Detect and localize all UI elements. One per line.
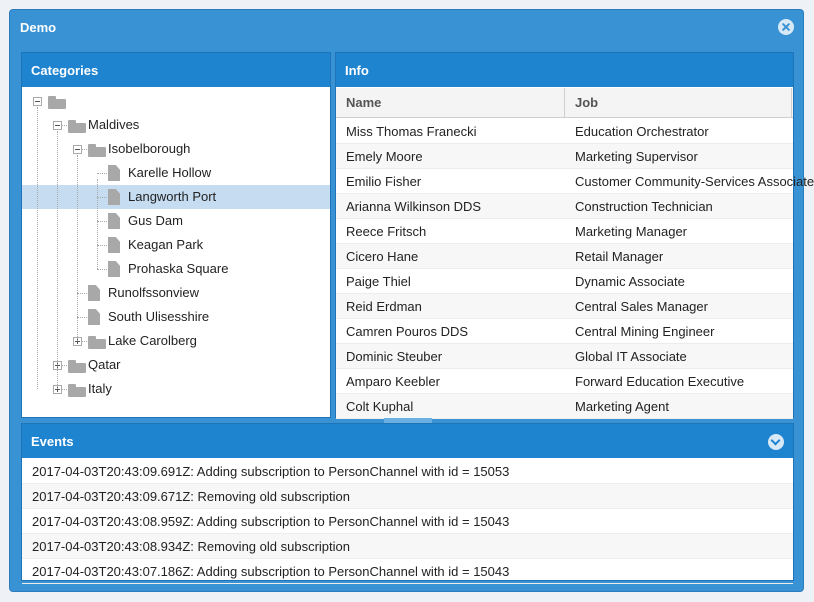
- cell-name: Reid Erdman: [346, 299, 422, 314]
- tree-connector: [77, 293, 89, 294]
- folder-icon: [68, 360, 86, 373]
- table-row[interactable]: [336, 219, 793, 244]
- table-row[interactable]: [336, 394, 793, 419]
- tree-node[interactable]: [22, 353, 330, 377]
- table-row[interactable]: [336, 119, 793, 144]
- events-list[interactable]: [22, 459, 793, 580]
- cell-job: Central Mining Engineer: [575, 324, 715, 339]
- tree-node[interactable]: [22, 137, 330, 161]
- cell-job: Construction Technician: [575, 199, 713, 214]
- tree-node-label: Qatar: [88, 357, 121, 372]
- tree-node[interactable]: [22, 281, 330, 305]
- cell-name: Miss Thomas Franecki: [346, 124, 477, 139]
- tree-node-label: Gus Dam: [128, 213, 183, 228]
- document-icon: [108, 237, 120, 253]
- document-icon: [108, 189, 120, 205]
- column-header-job[interactable]: Job: [565, 88, 792, 118]
- table-row[interactable]: [336, 144, 793, 169]
- table-row[interactable]: [336, 369, 793, 394]
- cell-job: Marketing Manager: [575, 224, 687, 239]
- tree-node[interactable]: [22, 329, 330, 353]
- tree-connector: [97, 173, 109, 174]
- tree-node-label: Lake Carolberg: [108, 333, 197, 348]
- tree-connector: [97, 245, 109, 246]
- tree-node[interactable]: [22, 377, 330, 401]
- info-panel: [335, 52, 814, 418]
- tree-node-label: Karelle Hollow: [128, 165, 212, 180]
- grid-rows[interactable]: [336, 119, 814, 417]
- categories-panel: [21, 52, 331, 418]
- list-item[interactable]: 2017-04-03T20:43:08.959Z: Adding subscription to PersonChannel with id = 15043: [22, 509, 793, 534]
- tree-node[interactable]: [22, 257, 330, 281]
- cell-job: Marketing Agent: [575, 399, 669, 414]
- table-row[interactable]: [336, 319, 793, 344]
- cell-name: Paige Thiel: [346, 274, 411, 289]
- tree-guide-line: [57, 131, 58, 389]
- info-grid: [336, 88, 814, 417]
- list-item[interactable]: 2017-04-03T20:43:08.934Z: Removing old subscription: [22, 534, 793, 559]
- tree-node-label: Runolfssonview: [108, 285, 200, 300]
- cell-name: Reece Fritsch: [346, 224, 427, 239]
- folder-icon: [48, 96, 66, 109]
- tree-connector: [97, 197, 109, 198]
- categories-tree: [22, 88, 330, 417]
- document-icon: [108, 261, 120, 277]
- table-row[interactable]: [336, 344, 793, 369]
- collapse-toggle-icon[interactable]: [53, 121, 62, 130]
- document-icon: [88, 285, 100, 301]
- tree-node-label: Italy: [88, 381, 112, 396]
- tree-node-label: Prohaska Square: [128, 261, 229, 276]
- table-row[interactable]: [336, 169, 814, 194]
- cell-job: Education Orchestrator: [575, 124, 709, 139]
- table-row[interactable]: [336, 294, 793, 319]
- info-header: Info: [336, 53, 793, 87]
- tree-guide-line: [37, 107, 38, 389]
- document-icon: [108, 213, 120, 229]
- list-item[interactable]: 2017-04-03T20:43:07.186Z: Adding subscription to PersonChannel with id = 15043: [22, 559, 793, 584]
- document-icon: [88, 309, 100, 325]
- cell-name: Emely Moore: [346, 149, 423, 164]
- chevron-down-icon[interactable]: [768, 434, 784, 450]
- cell-name: Emilio Fisher: [346, 174, 422, 189]
- cell-name: Arianna Wilkinson DDS: [346, 199, 482, 214]
- list-item[interactable]: 2017-04-03T20:43:09.691Z: Adding subscription to PersonChannel with id = 15053: [22, 459, 793, 484]
- tree-node[interactable]: [22, 209, 330, 233]
- cell-name: Camren Pouros DDS: [346, 324, 469, 339]
- tree-node[interactable]: [22, 113, 330, 137]
- cell-job: Marketing Supervisor: [575, 149, 698, 164]
- tree-guide-line: [97, 179, 98, 269]
- tree-node-label: Isobelborough: [108, 141, 191, 156]
- tree-node-label: Maldives: [88, 117, 140, 132]
- folder-icon: [68, 384, 86, 397]
- cell-name: Amparo Keebler: [346, 374, 440, 389]
- table-row[interactable]: [336, 194, 793, 219]
- tree-connector: [77, 317, 89, 318]
- categories-header: Categories: [22, 53, 330, 87]
- events-header: Events: [22, 424, 793, 458]
- grid-header: [336, 88, 793, 118]
- tree-node[interactable]: [22, 305, 330, 329]
- cell-job: Forward Education Executive: [575, 374, 745, 389]
- tree-node-label: Keagan Park: [128, 237, 204, 252]
- cell-job: Dynamic Associate: [575, 274, 685, 289]
- folder-icon: [88, 144, 106, 157]
- collapse-toggle-icon[interactable]: [73, 145, 82, 154]
- demo-window: [9, 9, 814, 592]
- tree-node-label: South Ulisesshire: [108, 309, 210, 324]
- tree-node[interactable]: [22, 233, 330, 257]
- cell-name: Dominic Steuber: [346, 349, 443, 364]
- tree-guide-line: [77, 155, 78, 341]
- close-icon[interactable]: [778, 19, 794, 35]
- tree-node-label: Langworth Port: [128, 189, 217, 204]
- table-row[interactable]: [336, 269, 793, 294]
- list-item[interactable]: 2017-04-03T20:43:09.671Z: Removing old subscription: [22, 484, 793, 509]
- table-row[interactable]: [336, 244, 793, 269]
- window-title: Demo: [20, 20, 57, 35]
- cell-name: Colt Kuphal: [346, 399, 414, 414]
- cell-job: Central Sales Manager: [575, 299, 708, 314]
- cell-name: Cicero Hane: [346, 249, 419, 264]
- tree-connector: [97, 221, 109, 222]
- tree-connector: [97, 269, 109, 270]
- document-icon: [108, 165, 120, 181]
- events-panel: [21, 423, 794, 581]
- folder-icon: [68, 120, 86, 133]
- cell-job: Retail Manager: [575, 249, 664, 264]
- folder-icon: [88, 336, 106, 349]
- tree-node[interactable]: [22, 89, 330, 113]
- column-header-name[interactable]: Name: [336, 88, 565, 118]
- tree-node[interactable]: [22, 185, 330, 209]
- collapse-toggle-icon[interactable]: [33, 97, 42, 106]
- cell-job: Customer Community-Services Associate: [575, 174, 814, 189]
- cell-job: Global IT Associate: [575, 349, 687, 364]
- tree-node[interactable]: [22, 161, 330, 185]
